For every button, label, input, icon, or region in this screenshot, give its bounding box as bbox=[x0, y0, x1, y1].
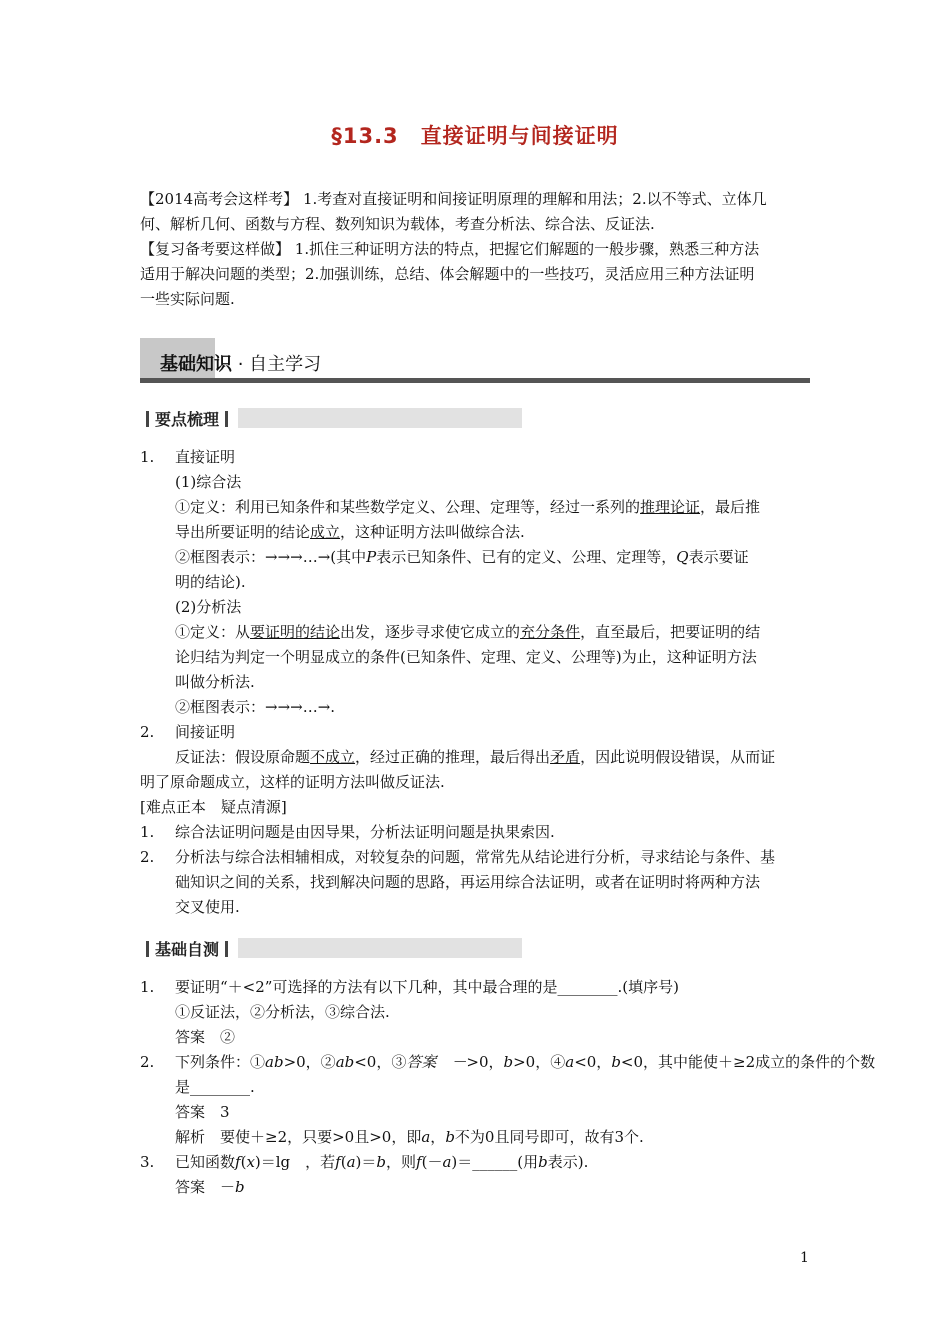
document-page: §13.3 直接证明与间接证明 【2014高考会这样考】 1.考查对直接证明和间接证明原理的理解和用法；2.以不等式、立体几 何、解析几何、函数与方程、数列知识为载体，考查分析法、综合法、反证法. 【复习备考要这样做】 1.抓住三种证明方法的特点，把握它们解题的一般步骤，熟悉三种方法 适用于解决问题的类型；2.加强训练，总结、体会解题中的一些技巧，灵活应用三种方法证明 一些实际问题. 基础知识 · 自主学习 要点梳理 1. 直接证明 (1)综合法 ①定义：利用已知条件和某些数学定义、公理、定理等，经过一系列的推理论证，最后推 导出所要证明的结论成立，这种证明方法叫做综合法. ②框图表示：→→→…→(其中P表示已知条件、已有的定义、公理、定理等，Q表示要证 明的结论). (2)分析法 ①定义：从要证明的结论出发，逐步寻求使它成立的充分条件，直至最后，把要证明的结 论归结为判定一个明显成立的条件(已知条件、定理、定义、公理等)为止，这种证明方法 叫做分析法. ②框图表示：→→→…→. 2. 间接证明 反证法：假设原命题不成立，经过正确的推理，最后得出矛盾，因此说明假设错误，从而证 明了原命题成立，这样的证明方法叫做反证法. [难点正本 疑点清源] 1. 综合法证明问题是由因导果，分析法证明问题是执果索因. 2. 分析法与综合法相辅相成，对较复杂的问题，常常先从结论进行分析，寻求结论与条件、基 础知识之间的关系，找到解决问题的思路，再运用综合法证明，或者在证明时将两种方法 交叉使用. 基础自测 1. 要证明“＋<2”可选择的方法有以下几种，其中最合理的是________.(填序号) ①反证法，②分析法，③综合法. 答案 ② 2. 下列条件：①ab>0，②ab<0，③答案 －>0，b>0，④a<0，b<0，其中能使＋≥2成立的条件的个数 是________. 答案 3 解析 要使＋≥2，只要>0且>0，即a，b不为0且同号即可，故有3个. 3. 已知函数f(x)＝lg ，若f(a)＝b，则f(－a)＝______(用b表示). 答案 －b 1 bbox=[0, 0, 950, 1344]
answer-1: 答案 ② bbox=[175, 1028, 236, 1046]
exam-tag: 【2014高考会这样考】 bbox=[140, 190, 299, 208]
section-header: 基础知识 · 自主学习 bbox=[140, 338, 810, 384]
intro-paragraph-1: 【2014高考会这样考】 1.考查对直接证明和间接证明原理的理解和用法；2.以不等式、立体几 何、解析几何、函数与方程、数列知识为载体，考查分析法、综合法、反证法. bbox=[140, 190, 767, 233]
self-test-tag: 基础自测 bbox=[140, 938, 522, 958]
page-title: §13.3 直接证明与间接证明 bbox=[331, 124, 619, 148]
review-tag: 【复习备考要这样做】 bbox=[140, 240, 291, 258]
answer-3: 答案 －b bbox=[175, 1178, 245, 1196]
intro-paragraph-2: 【复习备考要这样做】 1.抓住三种证明方法的特点，把握它们解题的一般步骤，熟悉三种方法 适用于解决问题的类型；2.加强训练，总结、体会解题中的一些技巧，灵活应用三种方法证明 一些实际问题. bbox=[140, 240, 760, 308]
explanation-2: 解析 要使＋≥2，只要>0且>0，即a，b不为0且同号即可，故有3个. bbox=[175, 1128, 644, 1146]
answer-2: 答案 3 bbox=[175, 1103, 230, 1121]
page-number: 1 bbox=[800, 1250, 809, 1266]
key-points-tag: 要点梳理 bbox=[140, 408, 522, 428]
